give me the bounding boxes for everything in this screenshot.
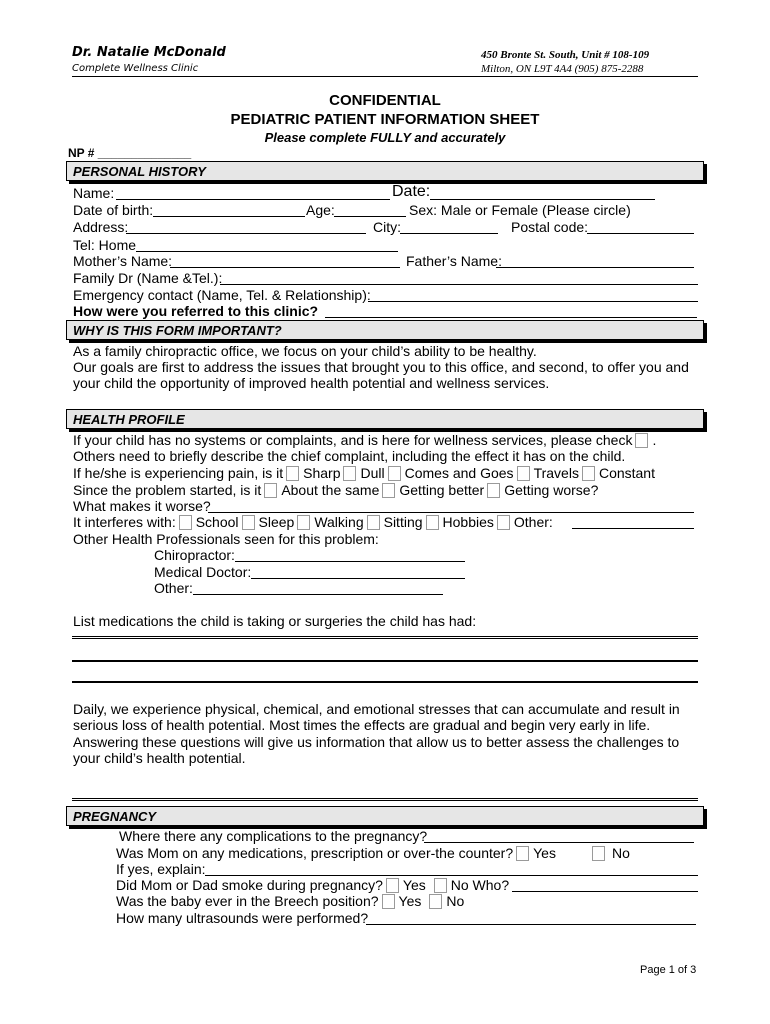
title-form: PEDIATRIC PATIENT INFORMATION SHEET: [230, 111, 540, 128]
interferes-sitting-label: Sitting: [383, 514, 423, 530]
mom-medications-no-checkbox[interactable]: [592, 846, 605, 861]
since-question: Since the problem started, is it: [73, 482, 262, 498]
smoke-no-checkbox[interactable]: [434, 878, 447, 893]
mom-medications-no: [589, 845, 630, 862]
header-rule: [72, 76, 698, 77]
referral-field[interactable]: [325, 317, 697, 318]
pain-constant-label: Constant: [598, 465, 655, 481]
father-name-label: Father’s Name:: [406, 253, 502, 269]
wellness-checkbox[interactable]: [635, 433, 648, 448]
date-field[interactable]: [430, 199, 655, 200]
father-name-field[interactable]: [496, 267, 694, 268]
why-text-3: your child the opportunity of improved health potential and wellness services.: [73, 375, 550, 391]
worse-label: What makes it worse?: [73, 498, 211, 514]
medications-line-3[interactable]: [72, 681, 698, 683]
chiropractor-label: Chiropractor:: [154, 547, 235, 563]
since-better-label: Getting better: [399, 482, 485, 498]
clinic-city-phone: Milton, ON L9T 4A4 (905) 875-2288: [481, 63, 644, 75]
section-title: PREGNANCY: [73, 809, 157, 824]
title-instructions: Please complete FULLY and accurately: [264, 130, 506, 145]
interferes-other-field[interactable]: [572, 528, 694, 529]
stress-text-2: serious loss of health potential. Most times the effects are gradual and begin very early in life.: [73, 717, 651, 733]
interferes-walking-checkbox[interactable]: [297, 515, 310, 530]
name-field[interactable]: [116, 199, 390, 200]
pain-dull-checkbox[interactable]: [343, 466, 356, 481]
pain-question: If he/she is experiencing pain, is it: [73, 465, 284, 481]
explain-label: If yes, explain:: [116, 861, 206, 877]
section-title: HEALTH PROFILE: [73, 412, 185, 427]
since-worse-label: Getting worse?: [504, 482, 599, 498]
smoke-question: Did Mom or Dad smoke during pregnancy?: [116, 877, 383, 893]
section-health-profile: [66, 409, 704, 429]
family-dr-label: Family Dr (Name &Tel.):: [73, 270, 223, 286]
mom-medications-no-label: No: [612, 845, 630, 861]
referral-label: How were you referred to this clinic?: [73, 303, 319, 319]
since-row: [73, 482, 598, 499]
smoke-no-who-label: No Who?: [450, 877, 510, 893]
pain-travels-checkbox[interactable]: [517, 466, 530, 481]
professionals-label: Other Health Professionals seen for this problem:: [73, 531, 379, 547]
date-label: Date:: [392, 183, 431, 200]
complications-label: Where there any complications to the pregnancy?: [119, 828, 428, 844]
stress-text-1: Daily, we experience physical, chemical, and emotional stresses that can accumulate and result in: [73, 701, 680, 717]
interferes-row: [73, 514, 553, 531]
interferes-other-label: Other:: [513, 514, 553, 530]
pain-sharp-checkbox[interactable]: [286, 466, 299, 481]
interferes-sitting-checkbox[interactable]: [367, 515, 380, 530]
mom-medications-question: Was Mom on any medications, prescription or over-the counter?: [116, 845, 514, 861]
breech-no-checkbox[interactable]: [429, 894, 442, 909]
section-personal-history: [66, 161, 704, 181]
city-label: City:: [373, 219, 401, 235]
clinic-name: Complete Wellness Clinic: [72, 63, 199, 74]
postal-field[interactable]: [587, 233, 694, 234]
interferes-sleep-checkbox[interactable]: [242, 515, 255, 530]
since-same-checkbox[interactable]: [264, 483, 277, 498]
why-text-1: As a family chiropractic office, we focus on your child’s ability to be healthy.: [73, 343, 537, 359]
ultrasounds-field[interactable]: [366, 924, 696, 925]
pain-dull-label: Dull: [360, 465, 385, 481]
section-pregnancy: [66, 806, 704, 826]
interferes-hobbies-checkbox[interactable]: [426, 515, 439, 530]
emergency-contact-field[interactable]: [368, 301, 698, 302]
city-field[interactable]: [400, 233, 498, 234]
address-field[interactable]: [126, 233, 366, 234]
why-text-2: Our goals are first to address the issues that brought you to this office, and second, to offer you and: [73, 359, 689, 375]
breech-yes-label: Yes: [398, 893, 422, 909]
breech-question: Was the baby ever in the Breech position?: [116, 893, 379, 909]
interferes-school-label: School: [195, 514, 239, 530]
mother-name-label: Mother’s Name:: [73, 253, 173, 269]
postal-label: Postal code:: [511, 219, 589, 235]
smoke-row: [116, 877, 509, 894]
breech-row: [116, 893, 464, 910]
complications-field[interactable]: [424, 842, 694, 843]
mother-name-field[interactable]: [170, 267, 400, 268]
section-title: PERSONAL HISTORY: [73, 164, 206, 179]
since-worse-checkbox[interactable]: [487, 483, 500, 498]
medical-doctor-field[interactable]: [251, 578, 465, 579]
pain-travels-label: Travels: [533, 465, 579, 481]
smoke-yes-label: Yes: [402, 877, 426, 893]
interferes-hobbies-label: Hobbies: [442, 514, 494, 530]
ultrasounds-label: How many ultrasounds were performed?: [116, 910, 369, 926]
stress-text-4: your child’s health potential.: [73, 750, 246, 766]
stress-divider: [72, 798, 698, 801]
wellness-row: If your child has no systems or complaints, and is here for wellness services, please check .: [73, 432, 657, 448]
medications-line-2[interactable]: [72, 660, 698, 662]
interferes-other-checkbox[interactable]: [497, 515, 510, 530]
explain-field[interactable]: [205, 875, 698, 876]
worse-field[interactable]: [208, 512, 694, 513]
other-professional-field[interactable]: [193, 594, 443, 595]
mom-medications-yes-checkbox[interactable]: [516, 846, 529, 861]
stress-text-3: Answering these questions will give us information that allow us to better assess the challenges to: [73, 734, 680, 750]
section-why-important: [66, 320, 704, 340]
title-confidential: CONFIDENTIAL: [329, 92, 441, 109]
age-field[interactable]: [334, 216, 406, 217]
interferes-sleep-label: Sleep: [258, 514, 295, 530]
section-title: WHY IS THIS FORM IMPORTANT?: [73, 323, 282, 338]
interferes-school-checkbox[interactable]: [179, 515, 192, 530]
age-label: Age:: [306, 202, 335, 218]
medications-row: [116, 845, 556, 862]
pain-comes-goes-checkbox[interactable]: [388, 466, 401, 481]
name-label: Name:: [73, 185, 115, 201]
pain-constant-checkbox[interactable]: [582, 466, 595, 481]
chief-complaint-text: Others need to briefly describe the chief complaint, including the effect it has on the child.: [73, 448, 626, 464]
interferes-question: It interferes with:: [73, 514, 176, 530]
smoke-who-field[interactable]: [512, 891, 698, 892]
since-better-checkbox[interactable]: [382, 483, 395, 498]
address-label: Address:: [73, 219, 129, 235]
breech-yes-checkbox[interactable]: [382, 894, 395, 909]
doctor-name: Dr. Natalie McDonald: [72, 45, 226, 60]
medical-doctor-label: Medical Doctor:: [154, 564, 252, 580]
since-same-label: About the same: [281, 482, 380, 498]
smoke-yes-checkbox[interactable]: [386, 878, 399, 893]
pain-comes-goes-label: Comes and Goes: [404, 465, 514, 481]
other-professional-label: Other:: [154, 580, 193, 596]
medications-line-1[interactable]: [72, 636, 698, 639]
clinic-address: 450 Bronte St. South, Unit # 108-109: [481, 49, 650, 61]
dob-field[interactable]: [153, 216, 305, 217]
family-dr-field[interactable]: [220, 284, 698, 285]
mom-medications-yes-label: Yes: [533, 845, 556, 861]
medications-label: List medications the child is taking or surgeries the child has had:: [73, 613, 477, 629]
page-number: Page 1 of 3: [640, 964, 697, 976]
pain-row: [73, 465, 655, 482]
sex-label: Sex: Male or Female (Please circle): [409, 202, 631, 218]
pain-sharp-label: Sharp: [303, 465, 341, 481]
emergency-contact-label: Emergency contact (Name, Tel. & Relationship):: [73, 287, 371, 303]
tel-home-field[interactable]: [136, 251, 398, 252]
wellness-label: If your child has no systems or complaints, and is here for wellness services, please check: [73, 432, 633, 448]
np-number-field[interactable]: NP # ______________: [68, 146, 192, 160]
interferes-walking-label: Walking: [314, 514, 364, 530]
dob-label: Date of birth:: [73, 202, 154, 218]
tel-home-label: Tel: Home: [73, 237, 137, 253]
breech-no-label: No: [446, 893, 465, 909]
chiropractor-field[interactable]: [235, 561, 465, 562]
